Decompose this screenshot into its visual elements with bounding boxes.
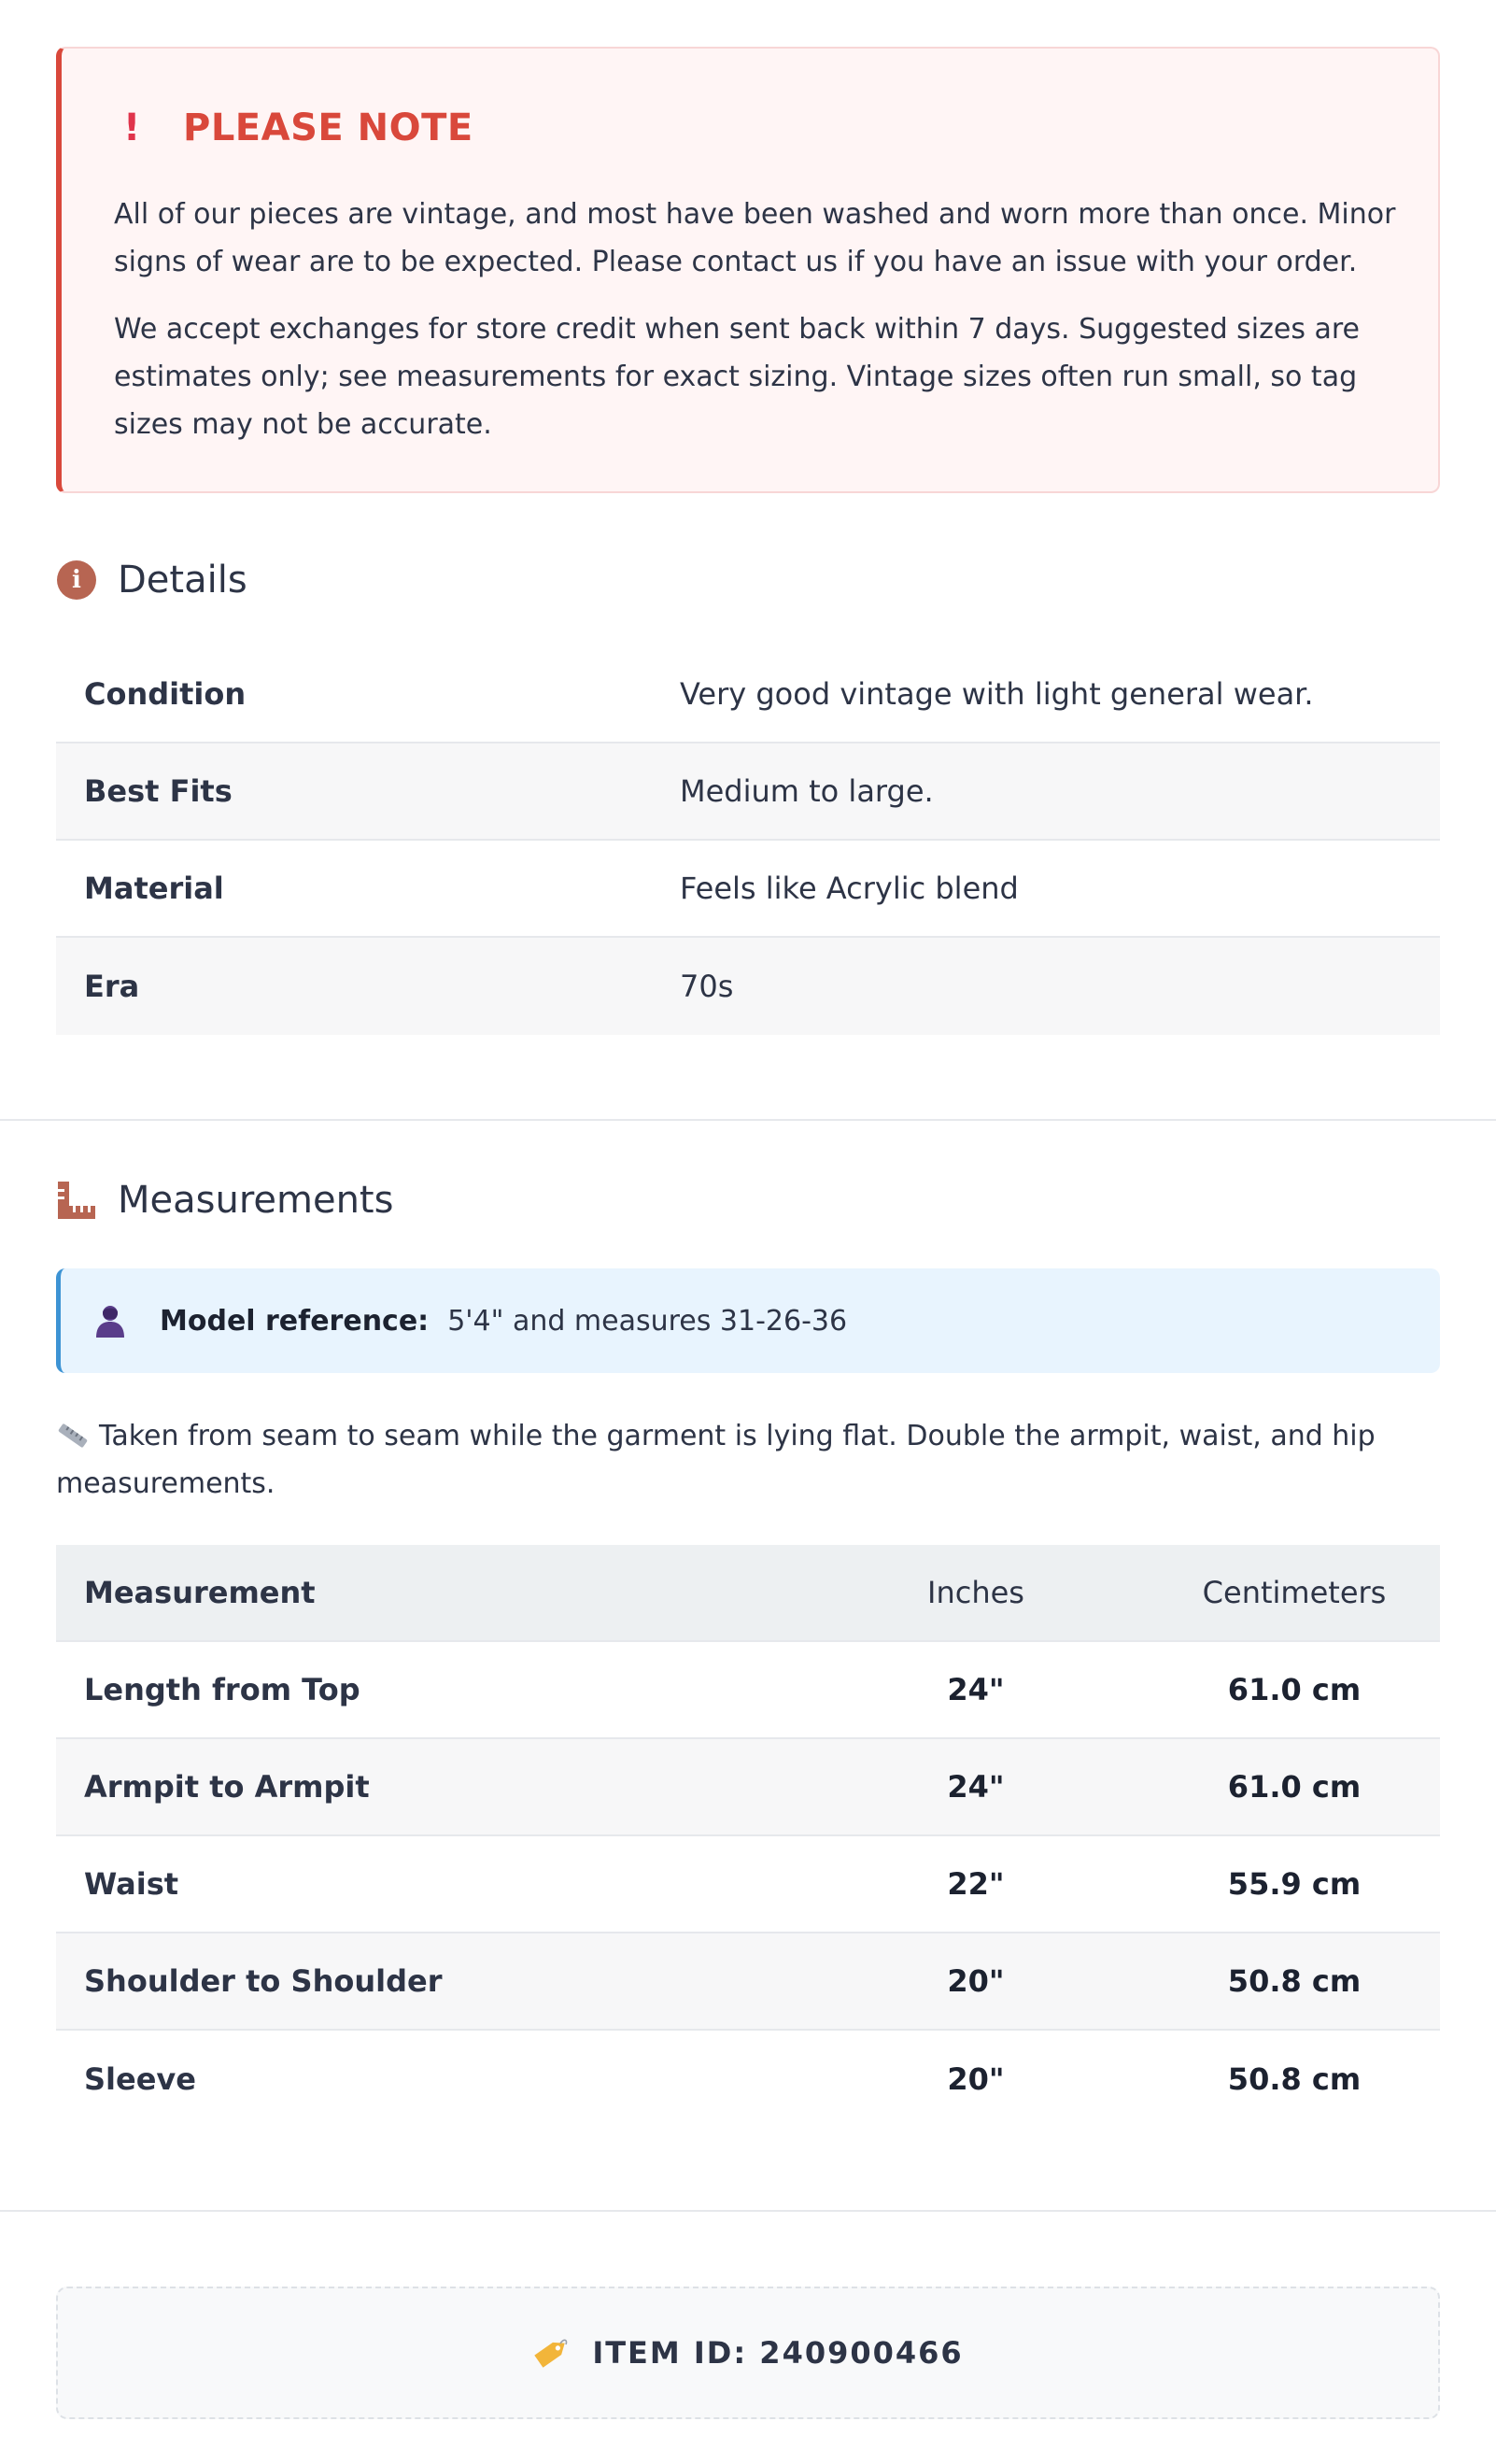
header-centimeters: Centimeters bbox=[1202, 1575, 1387, 1610]
header-measurement: Measurement bbox=[84, 1575, 316, 1610]
model-reference-box bbox=[56, 1268, 1440, 1373]
ruler-icon bbox=[56, 1415, 90, 1439]
notice-header bbox=[123, 106, 473, 149]
details-row-material bbox=[56, 841, 1440, 938]
measurement-inches: 22" bbox=[947, 1866, 1005, 1902]
details-row-best-fits bbox=[56, 743, 1440, 841]
measurement-inches: 24" bbox=[947, 1672, 1005, 1707]
measurements-heading bbox=[56, 1179, 393, 1222]
measurement-name: Length from Top bbox=[84, 1672, 360, 1707]
details-value: 70s bbox=[680, 969, 734, 1004]
details-label: Condition bbox=[84, 676, 247, 712]
measurement-note-text: Taken from seam to seam while the garment is lying flat. Double the armpit, waist, and hip measurements. bbox=[56, 1420, 1376, 1500]
table-row bbox=[56, 2031, 1440, 2128]
header-inches: Inches bbox=[927, 1575, 1024, 1610]
details-row-era bbox=[56, 938, 1440, 1035]
table-row bbox=[56, 1933, 1440, 2031]
measurement-inches: 24" bbox=[947, 1769, 1005, 1805]
notice-title: PLEASE NOTE bbox=[183, 106, 473, 149]
details-value: Medium to large. bbox=[680, 773, 934, 809]
measurement-name: Shoulder to Shoulder bbox=[84, 1963, 443, 1999]
measurement-note bbox=[56, 1412, 1391, 1508]
item-id-box bbox=[56, 2287, 1440, 2419]
model-reference-value: 5'4" and measures 31-26-36 bbox=[447, 1304, 848, 1338]
info-icon: i bbox=[56, 559, 97, 601]
measurement-inches: 20" bbox=[947, 2061, 1005, 2097]
details-table bbox=[56, 646, 1440, 1035]
table-header-row bbox=[56, 1545, 1440, 1642]
notice-paragraph-2: We accept exchanges for store credit when sent back within 7 days. Suggested sizes are estimates only; see measurements for exact sizing. Vintage sizes often run small, so tag sizes may not be accurate. bbox=[114, 313, 1361, 441]
details-value: Feels like Acrylic blend bbox=[680, 871, 1019, 906]
please-note-box bbox=[56, 47, 1440, 493]
measurement-cm: 50.8 cm bbox=[1227, 2061, 1362, 2097]
measurement-name: Waist bbox=[84, 1866, 179, 1902]
exclamation-icon: ! bbox=[123, 106, 141, 149]
person-icon bbox=[94, 1304, 126, 1338]
measurements-table bbox=[56, 1545, 1440, 2128]
item-id-label: ITEM ID: 240900466 bbox=[592, 2335, 964, 2371]
details-value: Very good vintage with light general wear. bbox=[680, 676, 1314, 712]
details-title: Details bbox=[118, 559, 247, 602]
notice-paragraph-1: All of our pieces are vintage, and most have been washed and worn more than once. Minor signs of wear are to be expected. Please contact us if you have an issue with your order. bbox=[114, 198, 1396, 278]
tag-icon bbox=[532, 2336, 570, 2370]
section-divider bbox=[0, 2210, 1496, 2212]
measurement-cm: 55.9 cm bbox=[1227, 1866, 1362, 1902]
details-label: Material bbox=[84, 871, 224, 906]
measurement-cm: 61.0 cm bbox=[1227, 1672, 1362, 1707]
details-label: Best Fits bbox=[84, 773, 233, 809]
details-row-condition bbox=[56, 646, 1440, 743]
measurements-title: Measurements bbox=[118, 1179, 394, 1222]
measurement-cm: 61.0 cm bbox=[1227, 1769, 1362, 1805]
section-divider bbox=[0, 1119, 1496, 1121]
details-label: Era bbox=[84, 969, 140, 1004]
model-reference-label: Model reference: bbox=[160, 1304, 430, 1338]
table-row bbox=[56, 1642, 1440, 1739]
measurement-inches: 20" bbox=[947, 1963, 1005, 1999]
details-heading bbox=[56, 559, 247, 602]
table-row bbox=[56, 1836, 1440, 1933]
measurement-name: Armpit to Armpit bbox=[84, 1769, 370, 1805]
measurement-name: Sleeve bbox=[84, 2061, 196, 2097]
table-row bbox=[56, 1739, 1440, 1836]
ruler-icon bbox=[56, 1180, 97, 1221]
measurement-cm: 50.8 cm bbox=[1227, 1963, 1362, 1999]
